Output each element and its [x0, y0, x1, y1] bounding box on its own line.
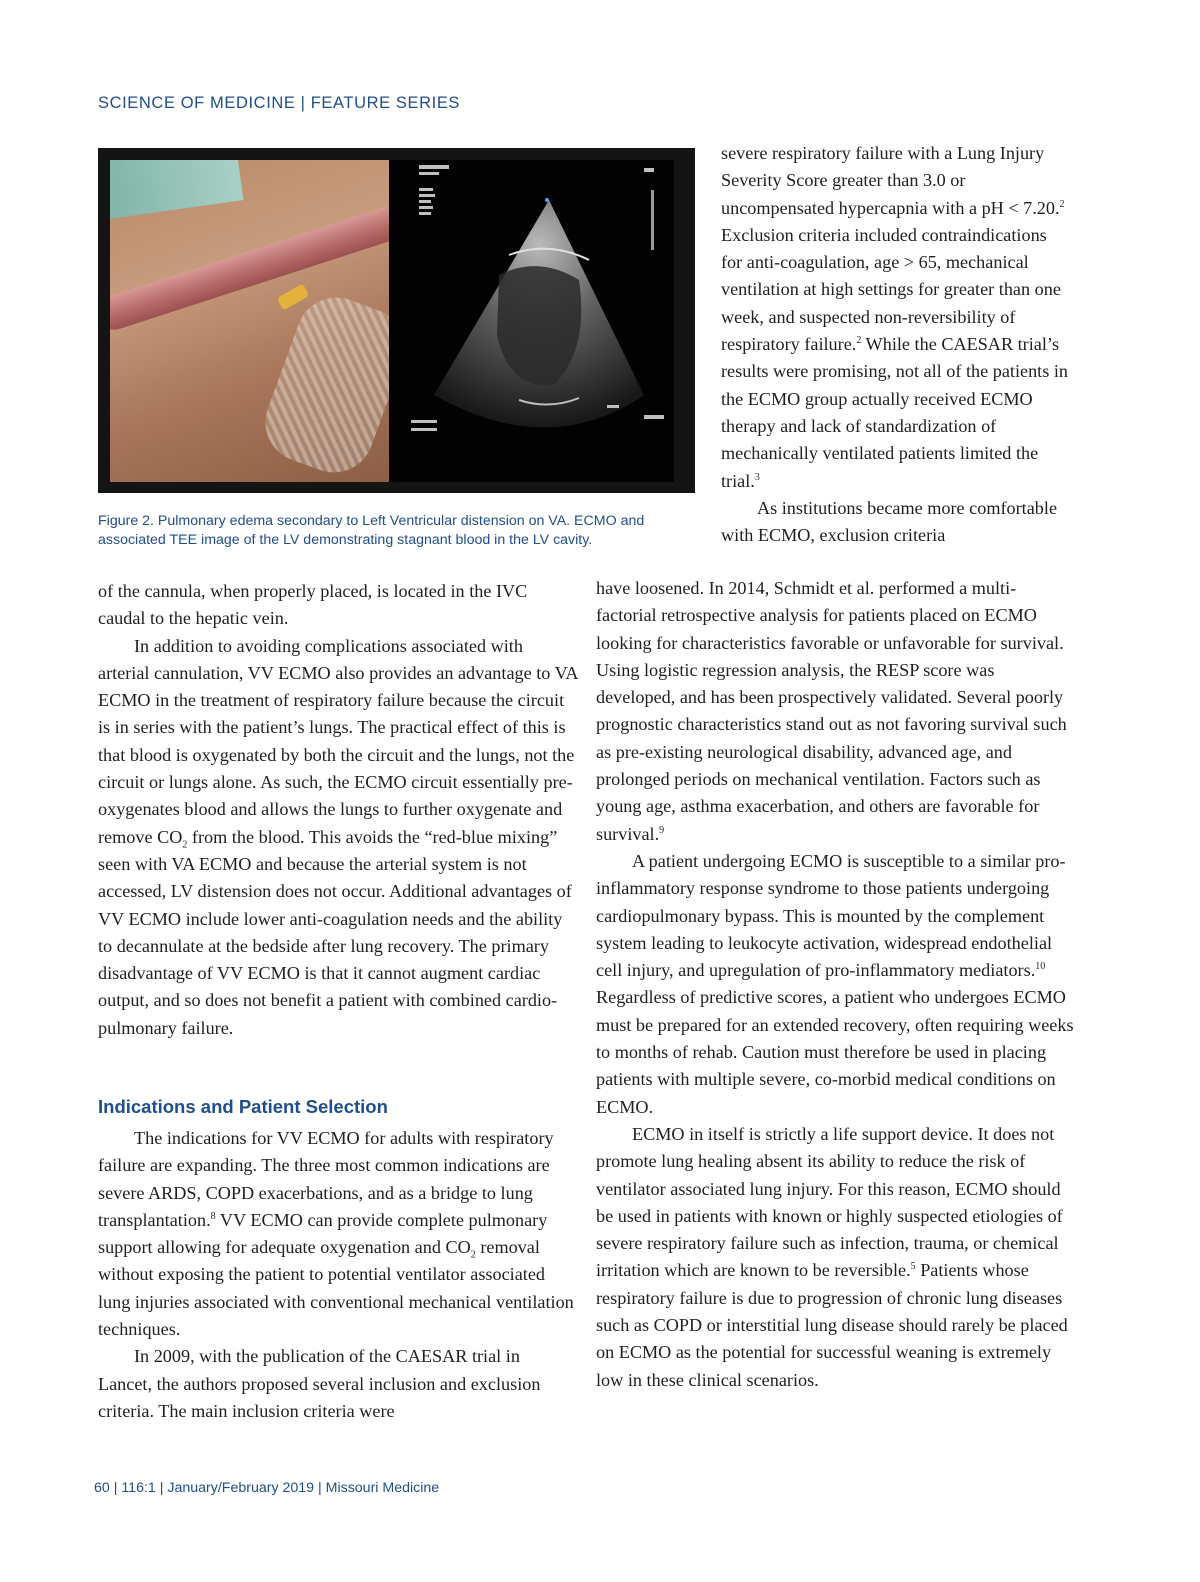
- figure-2-image: [98, 148, 695, 493]
- figure-caption: Figure 2. Pulmonary edema secondary to Left Ventricular distension on VA. ECMO and associated TEE image of the LV demonstrating stagnant blood in the LV cavity.: [98, 513, 645, 548]
- text-run: A patient undergoing ECMO is susceptible to a similar pro-inflammatory response syndrome to those patients undergoing cardiopulmonary bypass. This is mounted by the complement system leading to leukocyte activation, widespread endothelial cell injury, and upregulation of pro-inflammatory mediators.: [596, 850, 1066, 981]
- paragraph: [98, 633, 578, 1042]
- text-run: VV ECMO can provide complete pulmonary support allowing for adequate oxygenation and CO: [98, 1209, 548, 1258]
- paragraph: [98, 1125, 578, 1343]
- reference-superscript: 8: [210, 1210, 216, 1222]
- surgical-drape: [110, 160, 243, 219]
- text-run: Regardless of predictive scores, a patient who undergoes ECMO must be prepared for an extended recovery, often requiring weeks to months of rehab. Caution must therefore be used in placing patients with multiple severe, co-morbid medical conditions on ECMO.: [596, 987, 1074, 1117]
- text-run: from the blood. This avoids the “red-blue mixing” seen with VA ECMO and because the arterial system is not accessed, LV distension does not occur. Additional advantages of VV ECMO include lower anti-coagulation needs and the ability to decannulate at the bedside after lung recovery. The primary disadvantage of VV ECMO is that it cannot augment cardiac output, and so does not benefit a patient with combined cardio-pulmonary failure.: [98, 826, 572, 1038]
- reference-superscript: 5: [910, 1261, 916, 1273]
- reference-superscript: 10: [1035, 961, 1046, 973]
- tee-echo-image: [389, 160, 674, 482]
- patient-neck-photo: [110, 160, 389, 482]
- cannula-clamp: [277, 283, 310, 310]
- reference-superscript: 9: [659, 824, 665, 836]
- paragraph: In 2009, with the publication of the CAESAR trial in Lancet, the authors proposed several inclusion and exclusion criteria. The main inclusion criteria were: [98, 1346, 541, 1421]
- left-column-section: [98, 1125, 578, 1425]
- reference-superscript: 2: [1059, 198, 1065, 210]
- text-run: removal without exposing the patient to potential ventilator associated lung injuries associated with conventional mechanical ventilation techniques.: [98, 1237, 574, 1340]
- running-header: SCIENCE OF MEDICINE | FEATURE SERIES: [98, 94, 461, 112]
- text-run: Patients whose respiratory failure is due to progression of chronic lung diseases such as COPD or interstitial lung disease should rarely be placed on ECMO as the potential for successful weaning is extremely low in these clinical scenarios.: [596, 1260, 1068, 1390]
- right-column-top: [721, 140, 1071, 549]
- left-column: [98, 578, 578, 1042]
- paragraph: [721, 140, 1071, 495]
- right-column: [596, 575, 1076, 1394]
- paragraph: [596, 1121, 1076, 1394]
- transparent-dressing: [254, 286, 389, 482]
- paragraph: [596, 575, 1076, 848]
- text-run: Exclusion criteria included contraindications for anti-coagulation, age > 65, mechanical ventilation at high settings for greater than one week, and suspected non-reversibility of respiratory failure.: [721, 224, 1061, 355]
- subscript: 2: [470, 1249, 476, 1261]
- reference-superscript: 3: [754, 471, 760, 483]
- section-heading: Indications and Patient Selection: [98, 1096, 388, 1117]
- text-run: While the CAESAR trial’s results were promising, not all of the patients in the ECMO group actually received ECMO therapy and lack of standardization of mechanically ventilated patients limited the trial.: [721, 334, 1069, 491]
- text-run: severe respiratory failure with a Lung Injury Severity Score greater than 3.0 or uncompensated hypercapnia with a pH < 7.20.: [721, 143, 1060, 218]
- page-footer: 60 | 116:1 | January/February 2019 | Missouri Medicine: [94, 1480, 440, 1496]
- text-run: In addition to avoiding complications associated with arterial cannulation, VV ECMO also provides an advantage to VA ECMO in the treatment of respiratory failure because the circuit is in series with the patient’s lungs. The practical effect of this is that blood is oxygenated by both the circuit and the lungs, not the circuit or lungs alone. As such, the ECMO circuit essentially pre-oxygenates blood and allows the lungs to further oxygenate and remove CO: [98, 635, 578, 847]
- paragraph: As institutions became more comfortable with ECMO, exclusion criteria: [721, 497, 1058, 546]
- paragraph: [596, 848, 1076, 1121]
- reference-superscript: 2: [856, 335, 862, 347]
- text-run: have loosened. In 2014, Schmidt et al. performed a multi-factorial retrospective analysis for patients placed on ECMO looking for characteristics favorable or unfavorable for survival. Using logistic regression analysis, the RESP score was developed, and has been prospectively validated. Several poorly prognostic characteristics stand out as not favoring survival such as pre-existing neurological disability, advanced age, and prolonged periods on mechanical ventilation. Factors such as young age, asthma exacerbation, and others are favorable for survival.: [596, 578, 1067, 844]
- text-run: The indications for VV ECMO for adults with respiratory failure are expanding. The three most common indications are severe ARDS, COPD exacerbations, and as a bridge to lung transplantation.: [98, 1128, 554, 1230]
- paragraph: of the cannula, when properly placed, is located in the IVC caudal to the hepatic vein.: [98, 581, 528, 629]
- text-run: ECMO in itself is strictly a life support device. It does not promote lung healing absent its ability to reduce the risk of ventilator associated lung injury. For this reason, ECMO should be used in patients with known or highly suspected etiologies of severe respiratory failure such as infection, trauma, or chemical irritation which are known to be reversible.: [596, 1123, 1063, 1281]
- subscript: 2: [182, 839, 188, 851]
